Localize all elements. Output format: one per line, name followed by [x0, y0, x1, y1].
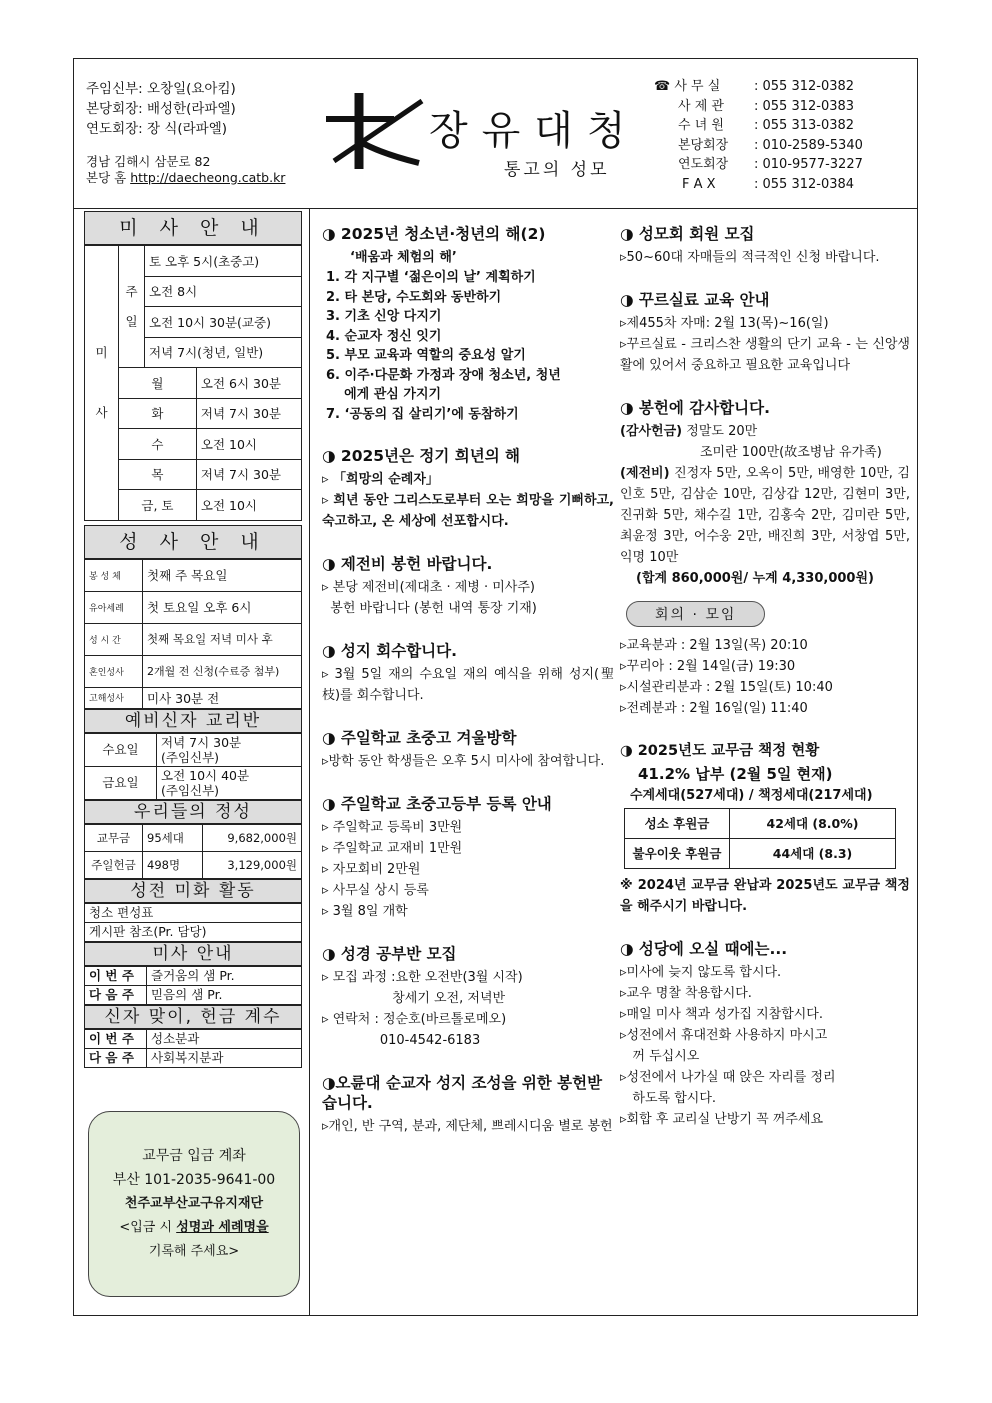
meeting-label: 회의 · 모임: [626, 601, 765, 627]
right-column: [620, 224, 910, 1152]
sunday-mass: 토 오후 5시(초중고): [145, 246, 302, 277]
weekday: 월: [119, 368, 197, 399]
homepage-label: 본당 홈: [86, 170, 127, 185]
bulletin-page: [73, 58, 918, 1316]
sunday-mass: 저녁 7시(청년, 일반): [145, 337, 302, 368]
sunday-mass: 오전 8시: [145, 276, 302, 307]
account-box: 교무금 입금 계좌 부산 101-2035-9641-00 천주교부산교구유지재단 <입금 시 성명과 세례명을 기록해 주세요>: [88, 1111, 300, 1297]
left-column: [84, 211, 302, 1259]
address: 경남 김해시 삼문로 82: [86, 154, 211, 169]
church-etiquette-section: ◑ 성당에 오실 때에는... ▹미사에 늦지 않도록 합시다. ▹교우 명찰 착용합시다. ▹매일 미사 책과 성가집 지참합시다. ▹성전에서 휴대전화 사용하지 마시고 꺼 두십시오 ▹성전에서 나가실 때 앉은 자리를 정리 하도록 합시다. ▹회합 후 교리실 난방기 꼭 꺼주세요: [620, 940, 836, 1127]
header: [74, 59, 917, 209]
staff-list: [86, 79, 236, 139]
shrine-section: ◑오륜대 순교자 성지 조성을 위한 봉헌받습니다. ▹개인, 반 구역, 분과, 제단체, 쁘레시디움 별로 봉헌: [322, 1074, 613, 1134]
mass-label: 미 사: [85, 246, 119, 521]
middle-column: [322, 224, 614, 1159]
mothers-club-section: ◑ 성모회 회원 모집 ▹50~60대 자매들의 적극적인 신청 바랍니다.: [620, 225, 880, 265]
account-number: 부산 101-2035-9641-00: [112, 1172, 276, 1188]
weekday: 수: [119, 429, 197, 460]
sacrament-title: 성 사 안 내: [84, 525, 302, 559]
beauty-title: 성전 미화 활동: [84, 879, 302, 903]
chairman: 본당회장: 배성한(라파엘): [86, 101, 236, 117]
cross-logo-icon: [324, 91, 424, 171]
welcome-table: 이 번 주 성소분과 다 음 주 사회복지분과: [84, 1029, 302, 1068]
offering-request-section: ◑ 제전비 봉헌 바랍니다. ▹ 본당 제전비(제대초 · 제병 · 미사주) 봉헌 바랍니다 (봉헌 내역 통장 기재): [322, 555, 537, 616]
weekday-time: 오전 10시: [196, 429, 301, 460]
contact-list: [654, 77, 863, 194]
weekday-time: 저녁 7시 30분: [196, 398, 301, 429]
account-holder: 천주교부산교구유지재단: [124, 1196, 264, 1211]
bulletin-subtitle: 통고의 성모: [504, 160, 610, 180]
mass-schedule-table: [84, 245, 302, 521]
weekday-time: 오전 10시: [196, 490, 301, 521]
registration-section: ◑ 주일학교 초중고등부 등록 안내 ▹ 주일학교 등록비 3만원 ▹ 주일학교 교재비 1만원 ▹ 자모회비 2만원 ▹ 사무실 상시 등록 ▹ 3월 8일 개학: [322, 795, 552, 919]
account-title: 교무금 입금 계좌: [142, 1148, 246, 1164]
weekday-time: 오전 6시 30분: [196, 368, 301, 399]
contact-row: 사 제 관 : 055 312-0383: [678, 98, 855, 114]
sunday-mass: 오전 10시 30분(교중): [145, 307, 302, 338]
contact-row: 본당회장 : 010-2589-5340: [678, 137, 863, 153]
contact-row: F A X : 055 312-0384: [682, 176, 855, 192]
sunday-label: 주 일: [119, 246, 145, 368]
offering-table: 교무금 95세대 9,682,000원 주일헌금 498명 3,129,000원: [84, 824, 302, 879]
sacrament-table: 봉 성 체 첫째 주 목요일 유아세례 첫 토요일 오후 6시 성 시 간 첫째 목요일 저녁 미사 후 혼인성사 2개월 전 신청(수료증 첨부) 고해성사 미사 30분 전: [84, 559, 302, 709]
catechism-title: 예비신자 교리반: [84, 709, 302, 733]
pastor: 주임신부: 오창일(요아킴): [86, 81, 236, 97]
address-block: [86, 154, 285, 186]
cursillo-section: ◑ 꾸르실료 교육 안내 ▹제455차 자매: 2월 13(목)~16(일) ▹꾸르실료 - 크리스찬 생활의 단기 교육 - 는 신앙생활에 있어서 중요하고 필요한 교육입니다: [620, 291, 910, 373]
catechism-table: 수요일 저녁 7시 30분 (주임신부) 금요일 오전 10시 40분 (주임신부): [84, 733, 302, 800]
welcome-title: 신자 맞이, 헌금 계수: [84, 1005, 302, 1029]
homepage-link[interactable]: http://daecheong.catb.kr: [130, 170, 286, 185]
mass-guide-table: 이 번 주 즐거움의 샘 Pr. 다 음 주 믿음의 샘 Pr.: [84, 966, 302, 1005]
dues-table: 성소 후원금 42세대 (8.0%) 불우이웃 후원금 44세대 (8.3): [624, 808, 896, 869]
mass-schedule-title: 미 사 안 내: [84, 211, 302, 245]
beauty-table: 청소 편성표 게시판 참조(Pr. 담당): [84, 903, 302, 942]
meetings-section: ▹교육분과 : 2월 13일(목) 20:10 ▹꾸리아 : 2월 14일(금) 19:30 ▹시설관리분과 : 2월 15일(토) 10:40 ▹전례분과 : 2월 16일(일) 11:40: [620, 638, 833, 716]
thanks-section: ◑ 봉헌에 감사합니다. (감사헌금) 정말도 20만 조미란 100만(故조병남 유가족) (제전비) 진정자 5만, 오옥이 5만, 배영한 10만, 김인호 5만, 김삼순 10만, 김상갑 12만, 김현미 3만, 진귀화 5만, 채수길 1만, 김홍숙 2만, 김미란 5만, 최윤정 3만, 어수웅 2만, 배진희 3만, 서창엽 5만, 익명 10만 (합계 860,000원/ 누계 4,330,000원): [620, 399, 910, 586]
weekday: 목: [119, 459, 197, 490]
palm-return-section: ◑ 성지 회수합니다. ▹ 3월 5일 재의 수요일 재의 예식을 위해 성지(聖枝)를 회수합니다.: [322, 642, 614, 703]
contact-row: ☎ 사 무 실 : 055 312-0382: [654, 79, 855, 94]
winter-vacation-section: ◑ 주일학교 초중고 겨울방학 ▹방학 동안 학생들은 오후 5시 미사에 참여합니다.: [322, 729, 605, 769]
weekday-time: 저녁 7시 30분: [196, 459, 301, 490]
contact-row: 수 녀 원 : 055 313-0382: [678, 118, 855, 133]
youth-chairman: 연도회장: 장 식(라파엘): [86, 121, 228, 137]
column-divider: [309, 209, 310, 1316]
bulletin-title: 장유대청: [429, 108, 640, 154]
weekday: 화: [119, 398, 197, 429]
weekday: 금, 토: [119, 490, 197, 521]
offering-title: 우리들의 정성: [84, 800, 302, 824]
bible-study-section: ◑ 성경 공부반 모집 ▹ 모집 과정 :요한 오전반(3월 시작) 창세기 오전, 저녁반 ▹ 연락처 : 정순호(바르톨로메오) 010-4542-6183: [322, 945, 523, 1048]
mass-guide-title: 미사 안내: [84, 942, 302, 966]
dues-section: ◑ 2025년도 교무금 책정 현황 41.2% 납부 (2월 5일 현재) 수계세대(527세대) / 책정세대(217세대) 성소 후원금 42세대 (8.0%) 불우이웃 후원금 44세대 (8.3) ※ 2024년 교무금 완납과 2025년도 교무금 책정을 해주시기 바랍니다.: [620, 743, 910, 914]
youth-year-section: ◑ 2025년 청소년·청년의 해(2) ‘배움과 체험의 해’ 1. 각 지구별 ‘젊은이의 날’ 계획하기 2. 타 본당, 수도회와 동반하기 3. 기초 신앙 다지기 4. 순교자 정신 잇기 5. 부모 교육과 역할의 중요성 알기 6. 이주·다문화 가정과 장애 청소년, 청년 에게 관심 가지기 7. ‘공동의 집 살리기’에 동참하기: [322, 225, 561, 422]
contact-row: 연도회장 : 010-9577-3227: [678, 157, 863, 172]
jubilee-section: ◑ 2025년은 정기 희년의 해 ▹ 「희망의 순례자」 ▹ 희년 동안 그리스도로부터 오는 희망을 기뻐하고, 숙고하고, 온 세상에 선포합시다.: [322, 447, 614, 529]
